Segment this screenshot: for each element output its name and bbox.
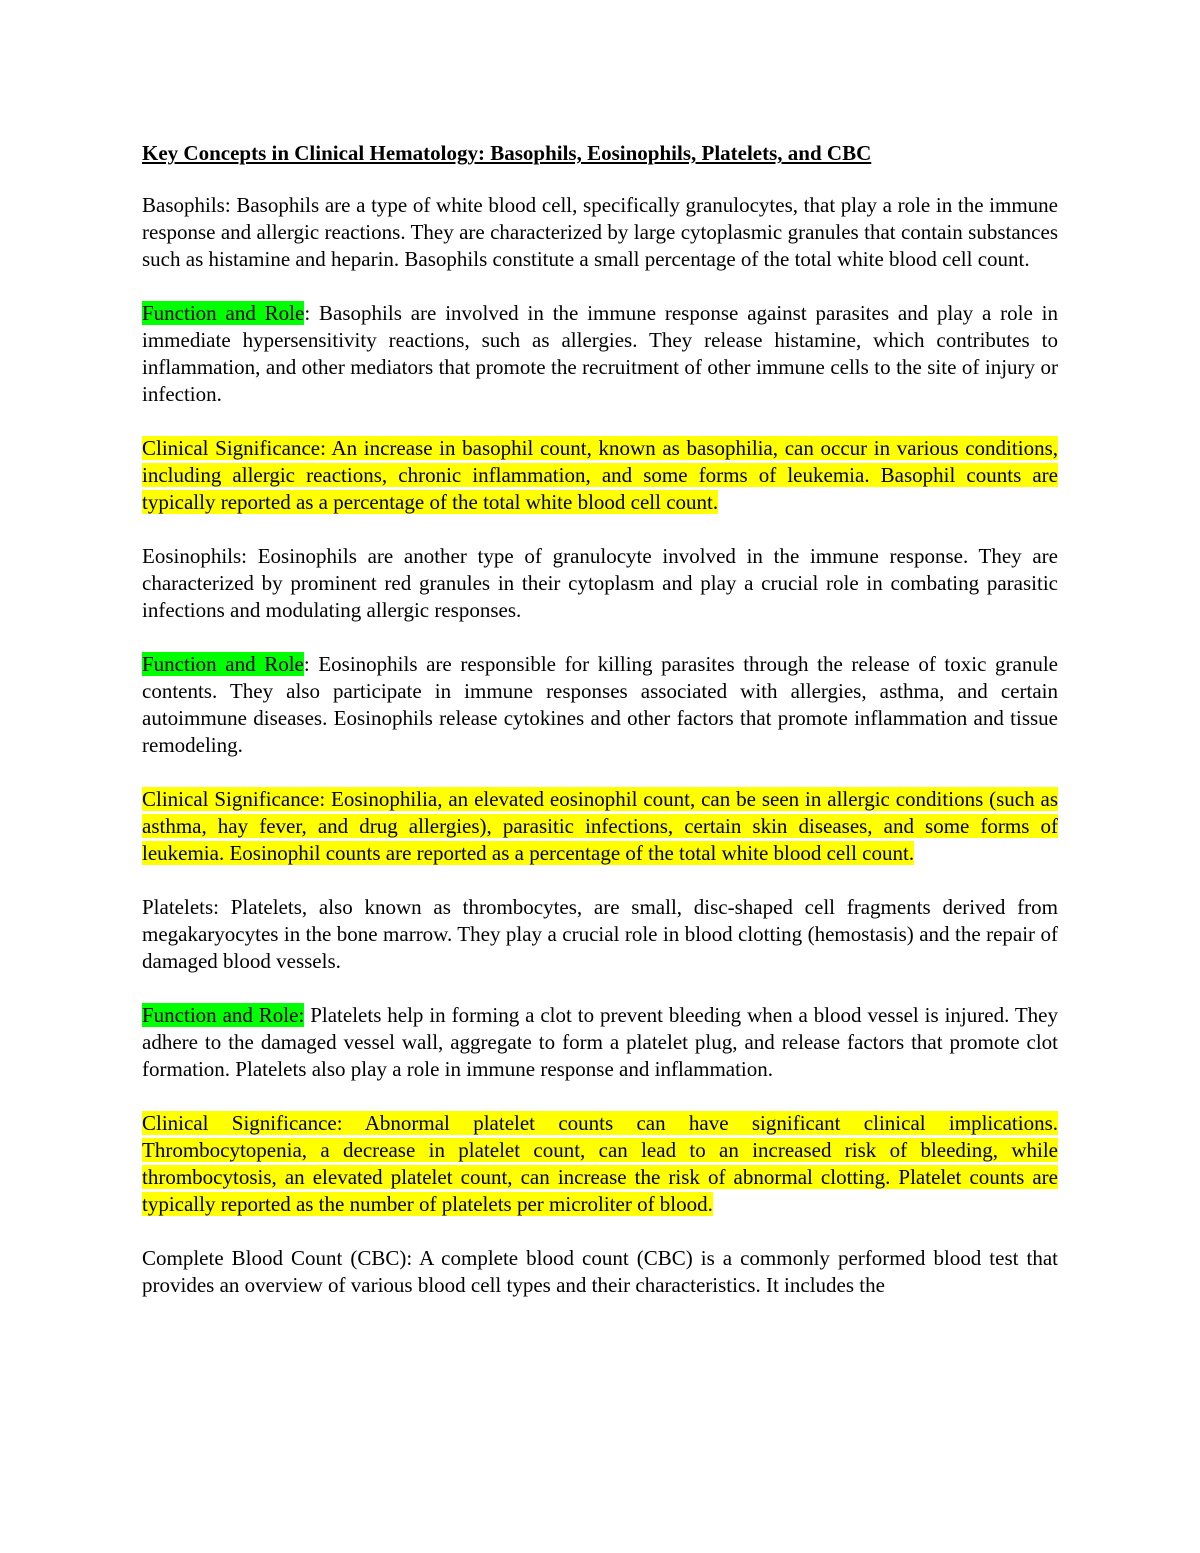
basophils-intro: Basophils: Basophils are a type of white blood cell, specifically granulocytes, that play a role in the immune response and allergic reactions. They are characterized by large cytoplasmic granules that contain substances such as histamine and heparin. Basophils constitute a small percentage of the total white blood cell count. <box>142 193 1058 271</box>
eosinophils-function-text: : Eosinophils are responsible for killing parasites through the release of toxic granule contents. They also participate in immune responses associated with allergies, asthma, and certain autoimmune diseases. Eosinophils release cytokines and other factors that promote inflammation and tissue remodeling. <box>142 652 1058 757</box>
platelets-function-text: Platelets help in forming a clot to prevent bleeding when a blood vessel is injured. They adhere to the damaged vessel wall, aggregate to form a platelet plug, and release factors that promote clot formation. Platelets also play a role in immune response and inflammation. <box>142 1003 1058 1081</box>
platelets-intro: Platelets: Platelets, also known as thrombocytes, are small, disc-shaped cell fragments derived from megakaryocytes in the bone marrow. They play a crucial role in blood clotting (hemostasis) and the repair of damaged blood vessels. <box>142 895 1058 973</box>
document-page <box>142 140 1058 1326</box>
eosinophils-function-paragraph <box>142 651 1058 759</box>
cbc-intro: Complete Blood Count (CBC): A complete blood count (CBC) is a commonly performed blood test that provides an overview of various blood cell types and their characteristics. It includes the <box>142 1246 1058 1297</box>
basophils-function-label: Function and Role <box>142 301 305 325</box>
document-title: Key Concepts in Clinical Hematology: Basophils, Eosinophils, Platelets, and CBC <box>142 141 872 165</box>
eosinophils-clinical-text: Clinical Significance: Eosinophilia, an elevated eosinophil count, can be seen in allergic conditions (such as asthma, hay fever, and drug allergies), parasitic infections, certain skin diseases, and some forms of leukemia. Eosinophil counts are reported as a percentage of the total white blood cell count. <box>142 787 1058 865</box>
platelets-function-label: Function and Role: <box>142 1003 305 1027</box>
basophils-function-paragraph <box>142 300 1058 408</box>
eosinophils-function-label: Function and Role <box>142 652 304 676</box>
eosinophils-clinical-paragraph <box>142 786 1058 867</box>
platelets-clinical-paragraph <box>142 1110 1058 1218</box>
basophils-clinical-text: Clinical Significance: An increase in basophil count, known as basophilia, can occur in various conditions, including allergic reactions, chronic inflammation, and some forms of leukemia. Basophil counts are typically reported as a percentage of the total white blood cell count. <box>142 436 1058 514</box>
platelets-function-paragraph <box>142 1002 1058 1083</box>
basophils-clinical-paragraph <box>142 435 1058 516</box>
eosinophils-intro: Eosinophils: Eosinophils are another type of granulocyte involved in the immune response. They are characterized by prominent red granules in their cytoplasm and play a crucial role in combating parasitic infections and modulating allergic responses. <box>142 544 1058 622</box>
basophils-function-text: : Basophils are involved in the immune response against parasites and play a role in immediate hypersensitivity reactions, such as allergies. They release histamine, which contributes to inflammation, and other mediators that promote the recruitment of other immune cells to the site of injury or infection. <box>142 301 1058 406</box>
platelets-clinical-text: Clinical Significance: Abnormal platelet counts can have significant clinical implications. Thrombocytopenia, a decrease in platelet count, can lead to an increased risk of bleeding, while thrombocytosis, an elevated platelet count, can increase the risk of abnormal clotting. Platelet counts are typically reported as the number of platelets per microliter of blood. <box>142 1111 1058 1216</box>
